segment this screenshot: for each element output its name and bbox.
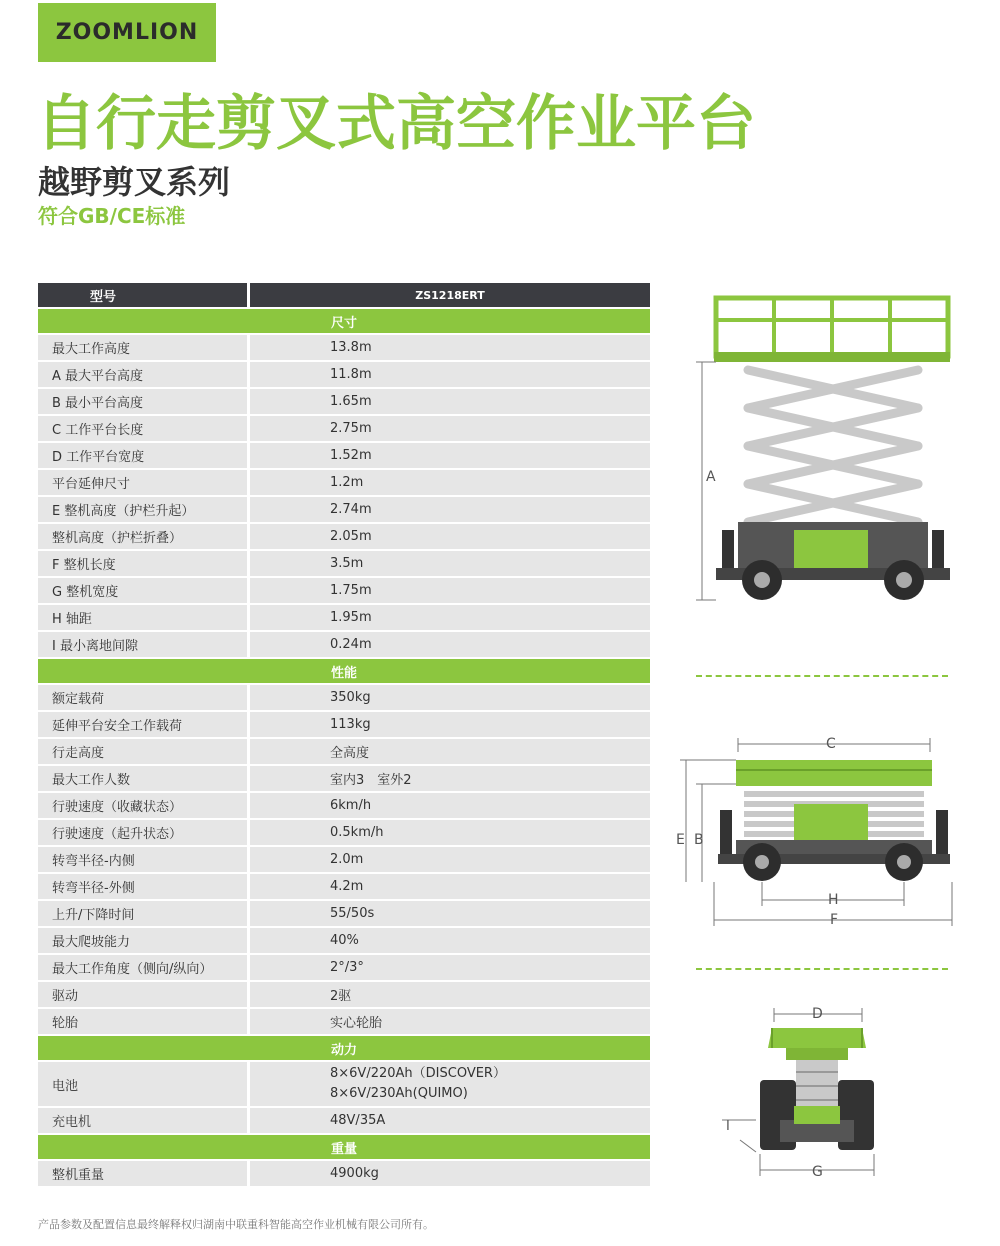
dim-label-c: C	[826, 736, 836, 752]
dim-label-a: A	[706, 469, 716, 485]
row-value: 4.2m	[250, 874, 650, 899]
row-label: D 工作平台宽度	[38, 443, 250, 468]
header-key: 型号	[38, 283, 250, 307]
row-label: 最大工作角度（侧向/纵向）	[38, 955, 250, 980]
table-row	[38, 1108, 650, 1133]
page-title: 自行走剪叉式高空作业平台	[36, 89, 756, 159]
section-power	[38, 1036, 650, 1060]
row-label: H 轴距	[38, 605, 250, 630]
table-row	[38, 416, 650, 441]
section-dimensions	[38, 309, 650, 333]
row-label: A 最大平台高度	[38, 362, 250, 387]
table-row	[38, 766, 650, 791]
row-value: 2°/3°	[250, 955, 650, 980]
row-value: 13.8m	[250, 335, 650, 360]
row-label: 轮胎	[38, 1009, 250, 1034]
table-row	[38, 605, 650, 630]
row-value: 55/50s	[250, 901, 650, 926]
stowed-lift-diagram	[672, 732, 960, 932]
row-label: 驱动	[38, 982, 250, 1007]
dim-label-b: B	[694, 832, 704, 848]
row-label: 行走高度	[38, 739, 250, 764]
row-value: 6km/h	[250, 793, 650, 818]
section-performance	[38, 659, 650, 683]
dim-label-f: F	[830, 912, 839, 928]
row-value: 2.05m	[250, 524, 650, 549]
row-label: 平台延伸尺寸	[38, 470, 250, 495]
table-row	[38, 335, 650, 360]
table-row	[38, 874, 650, 899]
table-row	[38, 470, 650, 495]
row-value: 1.75m	[250, 578, 650, 603]
table-row	[38, 578, 650, 603]
row-value: 1.52m	[250, 443, 650, 468]
table-row	[38, 389, 650, 414]
table-row	[38, 551, 650, 576]
section-title: 性能	[38, 659, 650, 683]
row-value: 0.24m	[250, 632, 650, 657]
row-label: 上升/下降时间	[38, 901, 250, 926]
row-value: 113kg	[250, 712, 650, 737]
row-value: 1.95m	[250, 605, 650, 630]
table-row	[38, 685, 650, 710]
section-title: 尺寸	[38, 309, 650, 333]
table-row	[38, 955, 650, 980]
row-value: 室内3 室外2	[250, 766, 650, 791]
front-view-diagram	[716, 1002, 882, 1188]
row-label: 行驶速度（收藏状态）	[38, 793, 250, 818]
row-value: 2.0m	[250, 847, 650, 872]
row-label: 最大工作高度	[38, 335, 250, 360]
row-label: 行驶速度（起升状态）	[38, 820, 250, 845]
row-value: 4900kg	[250, 1161, 650, 1186]
table-row	[38, 739, 650, 764]
row-label: G 整机宽度	[38, 578, 250, 603]
dim-label-i: I	[726, 1119, 730, 1134]
row-value: 实心轮胎	[250, 1009, 650, 1034]
raised-lift-diagram	[686, 290, 960, 608]
row-value: 3.5m	[250, 551, 650, 576]
row-value: 1.65m	[250, 389, 650, 414]
table-header-row	[38, 283, 650, 307]
logo	[38, 3, 216, 62]
table-row	[38, 1009, 650, 1034]
section-title: 动力	[38, 1036, 650, 1060]
battery-option-2: 8×6V/230Ah(QUIMO)	[330, 1086, 468, 1101]
row-label: 最大工作人数	[38, 766, 250, 791]
battery-option-1: 8×6V/220Ah（DISCOVER）	[330, 1066, 506, 1081]
footnote: 产品参数及配置信息最终解释权归湖南中联重科智能高空作业机械有限公司所有。	[38, 1218, 434, 1231]
table-row	[38, 928, 650, 953]
row-label: 转弯半径-内侧	[38, 847, 250, 872]
row-label: F 整机长度	[38, 551, 250, 576]
standard-note: 符合GB/CE标准	[38, 204, 186, 228]
row-value: 2.74m	[250, 497, 650, 522]
header-model: ZS1218ERT	[250, 283, 650, 307]
table-row	[38, 820, 650, 845]
row-value: 2.75m	[250, 416, 650, 441]
table-row	[38, 982, 650, 1007]
table-row	[38, 793, 650, 818]
table-row	[38, 362, 650, 387]
row-value: 1.2m	[250, 470, 650, 495]
row-value: 2驱	[250, 982, 650, 1007]
section-title: 重量	[38, 1135, 650, 1159]
row-label: 整机重量	[38, 1161, 250, 1186]
series-title: 越野剪叉系列	[38, 163, 231, 201]
row-label: 整机高度（护栏折叠）	[38, 524, 250, 549]
row-label: I 最小离地间隙	[38, 632, 250, 657]
row-label: 充电机	[38, 1108, 250, 1133]
row-value: 350kg	[250, 685, 650, 710]
row-label: E 整机高度（护栏升起）	[38, 497, 250, 522]
row-label: 延伸平台安全工作载荷	[38, 712, 250, 737]
spec-table	[38, 281, 650, 1188]
divider	[696, 675, 948, 677]
dim-label-d: D	[812, 1006, 823, 1022]
table-row	[38, 524, 650, 549]
table-row	[38, 1161, 650, 1186]
table-row	[38, 632, 650, 657]
table-row	[38, 847, 650, 872]
row-label: 转弯半径-外侧	[38, 874, 250, 899]
row-label: 额定载荷	[38, 685, 250, 710]
row-value: 48V/35A	[250, 1108, 650, 1133]
table-row	[38, 901, 650, 926]
section-weight	[38, 1135, 650, 1159]
dim-label-h: H	[828, 892, 839, 908]
row-value	[250, 1062, 650, 1106]
dim-label-g: G	[812, 1164, 823, 1180]
dim-label-e: E	[676, 832, 685, 848]
table-row	[38, 1062, 650, 1106]
divider	[696, 968, 948, 970]
row-label: 最大爬坡能力	[38, 928, 250, 953]
row-label: C 工作平台长度	[38, 416, 250, 441]
table-row	[38, 443, 650, 468]
row-value: 全高度	[250, 739, 650, 764]
table-row	[38, 497, 650, 522]
logo-text: ZOOMLION	[55, 20, 199, 45]
row-value: 40%	[250, 928, 650, 953]
row-label: B 最小平台高度	[38, 389, 250, 414]
row-value: 11.8m	[250, 362, 650, 387]
table-row	[38, 712, 650, 737]
row-label: 电池	[38, 1062, 250, 1106]
row-value: 0.5km/h	[250, 820, 650, 845]
